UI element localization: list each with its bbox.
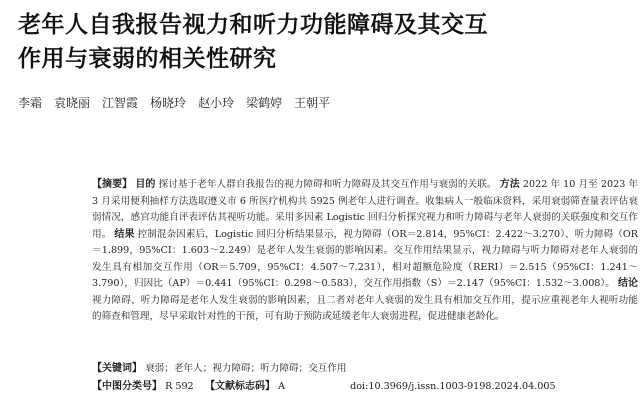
methods-text: 2022 年 10 月至 2023 年 3 月采用便利抽样方法选取遵义市 6 所医疗机构共 5925 例老年人进行调查。收集病人一般临床资料，采用衰弱筛查量表评估衰弱情况，感官功能自评表评估其视听功能。采用多因素 Logistic 回归分析探究视力和听力障碍与老年人衰弱的关联强度和交互作用。 (92, 179, 639, 240)
conclusion-label: 结论 (617, 278, 639, 289)
abstract (92, 177, 638, 326)
keywords-label: 【关键词】 (92, 363, 142, 374)
classification-row (92, 378, 638, 396)
article-title-line-2: 作用与衰弱的相关性研究 (18, 46, 277, 72)
purpose-text: 探讨基于老年人群自我报告的视力障碍和听力障碍及其交互作用与衰弱的关联。 (158, 179, 497, 190)
keywords-value: 衰弱；老年人；视力障碍；听力障碍；交互作用 (145, 363, 347, 374)
classification-value: R 592 (165, 381, 194, 392)
doi-text: doi:10.3969/j.issn.1003-9198.2024.04.005 (350, 381, 556, 392)
document-code-value: A (278, 381, 286, 392)
results-text: 控制混杂因素后，Logistic 回归分析结果显示，视力障碍（OR＝2.814，95%CI：2.422～3.270）、听力障碍（OR＝1.899，95%CI：1.603～2.249）是老年人发生衰弱的影响因素。交互作用结果显示，视力障碍与听力障碍对老年人衰弱的发生具有相加交互作用（OR＝5.709，95%CI：4.507～7.231），相对超额危险度（RERI）＝2.515（95%CI：1.241～3.790），归因比（AP）＝0.441（95%CI：0.298～0.583），交互作用指数（S）＝2.147（95%CI：1.532～3.008）。 (92, 228, 639, 289)
author-name: 袁晓丽 (54, 96, 91, 110)
author-name: 赵小玲 (198, 96, 235, 110)
document-code-label: 【文献标志码】 (205, 381, 276, 392)
article-title-line-1: 老年人自我报告视力和听力功能障碍及其交互 (18, 12, 488, 38)
abstract-body (92, 177, 638, 326)
abstract-label: 【摘要】 (92, 179, 133, 190)
conclusion-text: 视力障碍、听力障碍是老年人发生衰弱的影响因素，且二者对老年人衰弱的发生具有相加交互作用，提示应重视老年人视听功能的筛查和管理，尽早采取针对性的干预，可有助于预防或延缓老年人衰弱进程，促进健康老龄化。 (92, 294, 638, 322)
author-name: 李霜 (18, 96, 43, 110)
article-title (18, 8, 628, 76)
results-label: 结果 (114, 228, 135, 240)
purpose-label: 目的 (135, 179, 156, 190)
classification-label: 【中图分类号】 (92, 381, 162, 392)
document-code-block (205, 378, 347, 396)
author-name: 江智霞 (102, 96, 139, 110)
keywords-row (92, 360, 638, 378)
methods-label: 方法 (499, 179, 520, 190)
author-name: 梁鹤婷 (246, 96, 283, 110)
article-metadata (92, 360, 638, 396)
classification-block (92, 378, 202, 396)
author-name: 杨晓玲 (150, 96, 187, 110)
author-list (18, 94, 330, 111)
author-name: 王朝平 (294, 96, 331, 110)
